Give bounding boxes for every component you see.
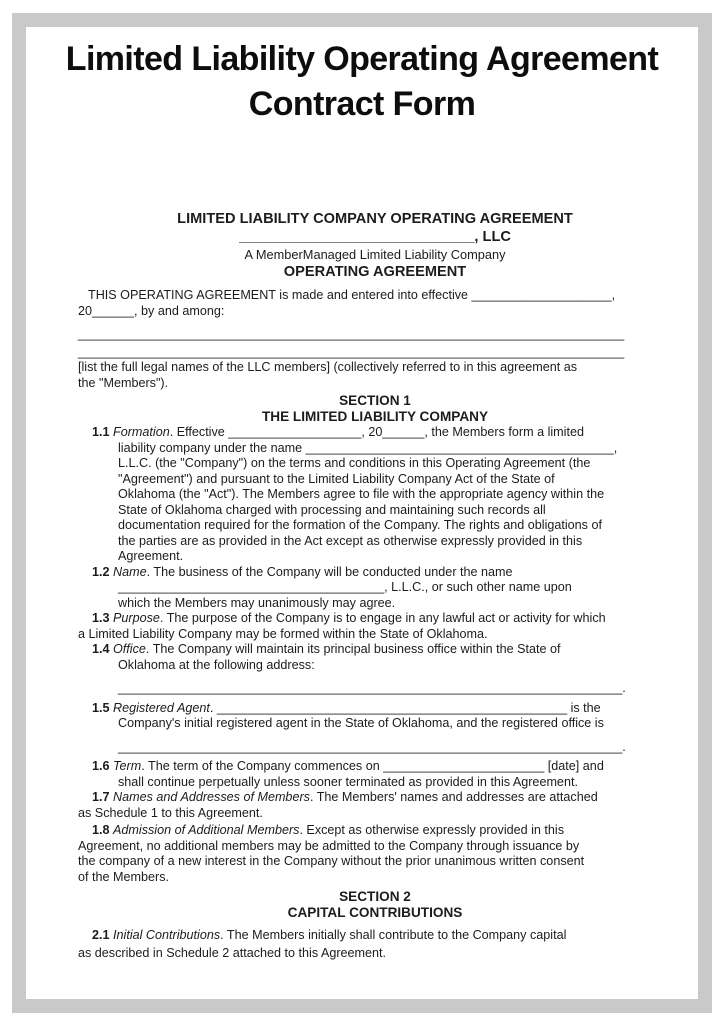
doc-text: Office xyxy=(113,642,146,656)
member-names-note xyxy=(78,376,672,392)
doc-text: of the Members. xyxy=(78,869,169,884)
doc-text: ________________________________________________________________________. xyxy=(118,681,626,695)
doc-text: . The purpose of the Company is to engage in any lawful act or activity for which xyxy=(159,611,606,625)
clause-1-4 xyxy=(92,642,672,658)
doc-text: Oklahoma at the following address: xyxy=(118,657,315,672)
doc-text: CAPITAL CONTRIBUTIONS xyxy=(287,905,463,920)
clause-2-1 xyxy=(92,926,672,944)
doc-text: SECTION 2 xyxy=(339,889,411,904)
doc-text: the "Members"). xyxy=(78,375,169,390)
doc-text: Name xyxy=(113,564,147,579)
company-name-blank xyxy=(78,229,672,247)
doc-text: ______________________________________________________________________________ xyxy=(78,327,625,341)
doc-text: THE LIMITED LIABILITY COMPANY xyxy=(261,409,489,424)
doc-text: 1.5 xyxy=(92,700,114,715)
doc-text: shall continue perpetually unless sooner terminated as provided in this Agreement. xyxy=(118,774,578,789)
doc-text: Formation xyxy=(113,425,170,439)
clause-1-3 xyxy=(78,627,672,643)
doc-text: . Effective ___________________, 20______, the Members form a limited xyxy=(169,425,584,439)
clause-1-1 xyxy=(92,425,672,441)
doc-text: 1.7 xyxy=(92,790,114,804)
doc-text: 1.3 xyxy=(92,611,114,625)
page-frame xyxy=(12,13,712,1013)
clause-1-5 xyxy=(118,716,672,732)
doc-text: THIS OPERATING AGREEMENT is made and entered into effective ____________________, xyxy=(88,288,616,302)
clause-1-1 xyxy=(118,472,672,488)
doc-text: Agreement. xyxy=(118,549,184,563)
doc-text: Oklahoma (the "Act"). The Members agree to file with the appropriate agency within the xyxy=(118,487,605,501)
doc-text: L.L.C. (the "Company") on the terms and conditions in this Operating Agreement (the xyxy=(118,456,591,470)
member-managed-subtitle xyxy=(78,246,672,264)
form-title xyxy=(26,37,698,127)
operating-agreement-heading xyxy=(78,264,672,282)
clause-1-2 xyxy=(92,565,672,581)
agreement-heading xyxy=(78,211,672,229)
section-1-heading xyxy=(78,393,672,409)
doc-text: State of Oklahoma charged with processing and maintaining such records all xyxy=(118,502,546,517)
doc-text: which the Members may unanimously may agree. xyxy=(118,595,396,610)
doc-text: 1.4 xyxy=(92,642,114,656)
clause-1-5 xyxy=(92,701,672,717)
clause-1-7 xyxy=(78,806,672,822)
clause-1-1 xyxy=(118,487,672,503)
section-1-subheading xyxy=(78,409,672,425)
doc-text: 1.2 xyxy=(92,564,114,579)
doc-text: . Except as otherwise expressly provided in this xyxy=(299,823,565,837)
clause-1-8 xyxy=(78,854,672,870)
office-address-blank xyxy=(118,681,672,697)
doc-text: ________________________________________________________________________. xyxy=(118,739,626,754)
doc-text: SECTION 1 xyxy=(339,393,411,408)
doc-text: as described in Schedule 2 attached to this Agreement. xyxy=(78,946,387,960)
doc-text: . The Members initially shall contribute to the Company capital xyxy=(220,928,567,942)
doc-text: . __________________________________________________ is the xyxy=(209,700,601,715)
clause-1-7 xyxy=(92,790,672,806)
doc-text: Registered Agent xyxy=(113,700,210,715)
clause-1-1 xyxy=(118,503,672,519)
doc-text: [list the full legal names of the LLC members] (collectively referred to in this agreement as xyxy=(78,360,578,374)
doc-text: Initial Contributions xyxy=(113,928,221,942)
clause-1-6 xyxy=(118,775,672,791)
clause-1-3 xyxy=(92,611,672,627)
document-page xyxy=(26,27,698,999)
doc-text: as Schedule 1 to this Agreement. xyxy=(78,805,263,820)
doc-text: the company of a new interest in the Company without the prior unanimous written consent xyxy=(78,854,585,868)
clause-1-1 xyxy=(118,441,672,457)
form-title-line2: Contract Form xyxy=(248,85,476,123)
doc-text: . The Company will maintain its principal business office within the State of xyxy=(145,642,561,656)
doc-text: 2.1 xyxy=(92,928,114,942)
doc-text: LIMITED LIABILITY COMPANY OPERATING AGREEMENT xyxy=(177,211,573,227)
clause-1-1 xyxy=(118,534,672,550)
section-2-heading xyxy=(78,889,672,905)
clause-1-4 xyxy=(118,658,672,674)
doc-text: Company's initial registered agent in the State of Oklahoma, and the registered office is xyxy=(118,716,604,730)
clause-1-6 xyxy=(92,759,672,775)
registered-office-blank xyxy=(118,740,672,756)
doc-text: 1.6 xyxy=(92,759,114,773)
clause-1-8 xyxy=(92,823,672,839)
doc-text: the parties are as provided in the Act except as otherwise expressly provided in this xyxy=(118,533,583,548)
doc-text: _____________________________, LLC xyxy=(239,228,511,245)
member-names-note xyxy=(78,360,672,376)
doc-text: a Limited Liability Company may be formed within the State of Oklahoma. xyxy=(78,626,488,641)
doc-text: 20______, by and among: xyxy=(78,303,225,318)
clause-1-1 xyxy=(118,549,672,565)
doc-text: Purpose xyxy=(113,611,160,625)
intro-line xyxy=(78,288,672,304)
doc-text: . The business of the Company will be conducted under the name xyxy=(146,564,513,579)
form-title-line1: Limited Liability Operating Agreement xyxy=(65,40,659,78)
member-names-blank xyxy=(78,345,672,361)
clause-1-2 xyxy=(118,596,672,612)
clause-1-1 xyxy=(118,518,672,534)
clause-2-1 xyxy=(78,944,672,962)
doc-text: ______________________________________________________________________________ xyxy=(78,344,625,359)
document-content xyxy=(26,211,698,962)
clause-1-2 xyxy=(118,580,672,596)
doc-text: ______________________________________, L.L.C., or such other name upon xyxy=(118,580,572,594)
doc-text: OPERATING AGREEMENT xyxy=(283,263,467,280)
doc-text: liability company under the name ____________________________________________, xyxy=(118,440,618,455)
clause-1-1 xyxy=(118,456,672,472)
doc-text: . The term of the Company commences on _______________________ [date] and xyxy=(141,759,604,773)
clause-1-8 xyxy=(78,839,672,855)
doc-text: Admission of Additional Members xyxy=(113,823,300,837)
doc-text: Agreement, no additional members may be admitted to the Company through issuance by xyxy=(78,838,580,853)
section-2-subheading xyxy=(78,905,672,921)
doc-text: . The Members' names and addresses are attached xyxy=(309,790,598,804)
doc-text: Names and Addresses of Members xyxy=(113,790,310,804)
member-names-blank xyxy=(78,327,672,343)
clause-1-8 xyxy=(78,870,672,886)
doc-text: 1.8 xyxy=(92,823,114,837)
doc-text: Term xyxy=(113,759,142,773)
doc-text: documentation required for the formation of the Company. The rights and obligations of xyxy=(118,518,602,532)
doc-text: A MemberManaged Limited Liability Company xyxy=(244,247,506,262)
intro-line xyxy=(78,304,672,320)
doc-text: 1.1 xyxy=(92,425,114,439)
doc-text: "Agreement") and pursuant to the Limited Liability Company Act of the State of xyxy=(118,471,555,486)
